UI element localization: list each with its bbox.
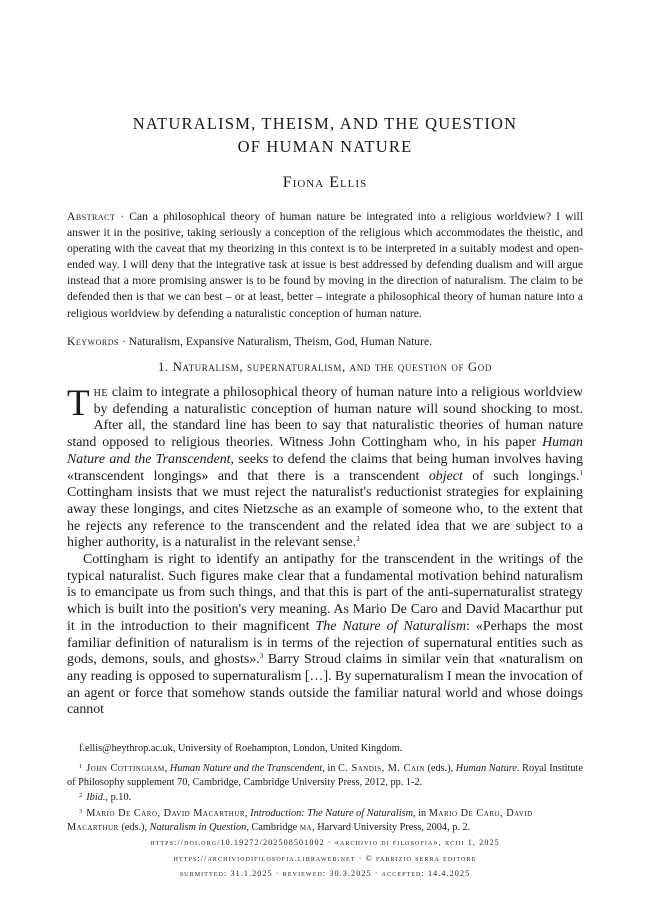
- text-run: of such longings.: [462, 468, 580, 484]
- dates-line: submitted: 31.1.2025 · reviewed: 30.3.2025 · accepted: 14.4.2025: [179, 869, 471, 878]
- text-run: (eds.),: [118, 821, 150, 833]
- footnote-1: [67, 760, 583, 790]
- text-run: ,: [164, 762, 170, 774]
- author-names: John Cottingham: [86, 762, 165, 774]
- section-heading: 1. Naturalism, supernaturalism, and the question of God: [158, 360, 492, 374]
- lead-in: he: [93, 385, 109, 400]
- italic-title: Human Nature: [455, 762, 517, 774]
- title-line-1: NATURALISM, THEISM, AND THE QUESTION: [132, 114, 518, 133]
- text-run: (eds.),: [424, 762, 456, 774]
- abstract: [67, 209, 583, 322]
- italic-title: Introduction: The Nature of Naturalism: [250, 808, 414, 820]
- text-run: Barry Stroud claims in similar vein that «naturalism on any reading is opposed to supernaturalism […]. By supernaturalism I mean the invocation of an agent or force that somehow stands outside the familiar natural world and whose doings cannot: [67, 652, 583, 718]
- footnote-number: 3: [79, 808, 83, 816]
- author-email-line: f.ellis@heythrop.ac.uk, University of Roehampton, London, United Kingdom.: [79, 743, 403, 754]
- keywords-label: Keywords: [67, 335, 119, 348]
- editor-names: C. Sandis, M. Cain: [338, 762, 425, 774]
- footnote-ref-2[interactable]: 2: [356, 535, 360, 544]
- italic-title: Human Nature and the Transcendent: [67, 435, 583, 467]
- text-run: Cottingham is right to identify an antipathy for the transcendent in the writings of the typical naturalist. Such figures make clear that a fundamental motivation behind naturalism is to emancipate us from such things, and that this is part of the anti-supernaturalist strategy which is built into the position's very meaning. As Mario De Caro and David Macarthur put it in the introduction to their magnificent: [67, 552, 583, 634]
- keywords: [67, 334, 583, 350]
- author-name: Fiona Ellis: [282, 174, 368, 191]
- text-run: , in: [413, 808, 429, 820]
- footnotes: [67, 742, 583, 835]
- keywords-text: · Naturalism, Expansive Naturalism, Theism, God, Human Nature.: [118, 335, 433, 348]
- drop-cap: T: [67, 383, 90, 424]
- footnote-number: 1: [79, 762, 83, 770]
- website-line[interactable]: https://archiviodifilosofia.libraweb.net · © fabrizio serra editore: [173, 853, 477, 863]
- text-run: , in: [322, 762, 338, 774]
- text-run: ,: [245, 808, 251, 820]
- text-run: : «Perhaps the most familiar definition of naturalism is in terms of the rejection of supernatural entities such as gods, demons, souls, and ghosts».: [67, 618, 583, 668]
- text-run: claim to integrate a philosophical theory of human nature into a religious worldview by defending a naturalistic conception of human nature will sound shocking to most. After all, the standard line has been to say that naturalistic theories of human nature stand opposed to religious theories. Witness John Cottingham who, in his paper: [67, 385, 583, 451]
- place-abbrev: ma: [299, 821, 313, 833]
- title-line-2: OF HUMAN NATURE: [237, 137, 413, 156]
- doi-line[interactable]: https://doi.org/10.19272/202508501002 · «archivio di filosofia», xciii 1, 2025: [150, 838, 500, 847]
- abstract-label: Abstract: [67, 210, 116, 223]
- page-footer: [67, 835, 583, 882]
- editor-names: Mario De Caro, David Macarthur: [67, 808, 533, 833]
- paragraph-2: [67, 552, 583, 719]
- footnote-number: 2: [79, 792, 83, 800]
- italic-title: The Nature of Naturalism: [315, 618, 466, 634]
- italic-word: object: [428, 468, 463, 484]
- text-run: , Harvard University Press, 2004, p. 2.: [312, 821, 471, 833]
- paragraph-1: [67, 385, 583, 552]
- footnote-ref-1[interactable]: 1: [579, 468, 583, 477]
- italic-word: Ibid.: [86, 792, 106, 804]
- text-run: , seeks to defend the claims that being human involves having «transcendent longings» and that there is a transcendent: [67, 451, 583, 484]
- italic-title: Naturalism in Question: [149, 821, 247, 833]
- abstract-text: · Can a philosophical theory of human nature be integrated into a religious worldview? I will answer it in the positive, taking seriously a conception of the religious which accommodates the theistic, and operating with the caveat that my theorizing in this context is to be interpreted in a suitably modest and open-ended way. I will deny that the integrative task at issue is best addressed by defending dualism and will argue instead that a more promising answer is to be found by moving in the direction of naturalism. The claim to be defended then is that we can best – or at least, better – integrate a philosophical theory of human nature into a religious worldview by defending a naturalistic conception of human nature.: [67, 210, 583, 320]
- article-title: [67, 112, 583, 158]
- footnote-ref-3[interactable]: 3: [259, 652, 264, 661]
- text-run: Cottingham insists that we must reject the naturalist's reductionist strategies for explaining away these longings, and cites Nietzsche as an example of someone who, to the extent that he rejects any reference to the transcendent and the related idea that we are subject to a higher authority, is a naturalist in the relevant sense.: [67, 485, 583, 551]
- body-text: [67, 385, 583, 719]
- text-run: , p.10.: [105, 792, 132, 804]
- author-names: Mario De Caro, David Macarthur: [86, 808, 246, 820]
- text-run: . Royal Institute of Philosophy supplement 70, Cambridge, Cambridge University Press, 2012, pp. 1-2.: [67, 762, 583, 788]
- text-run: , Cambridge: [246, 821, 300, 833]
- italic-title: Human Nature and the Transcendent: [169, 762, 323, 774]
- footnote-2: [67, 789, 583, 805]
- footnote-3: [67, 805, 583, 835]
